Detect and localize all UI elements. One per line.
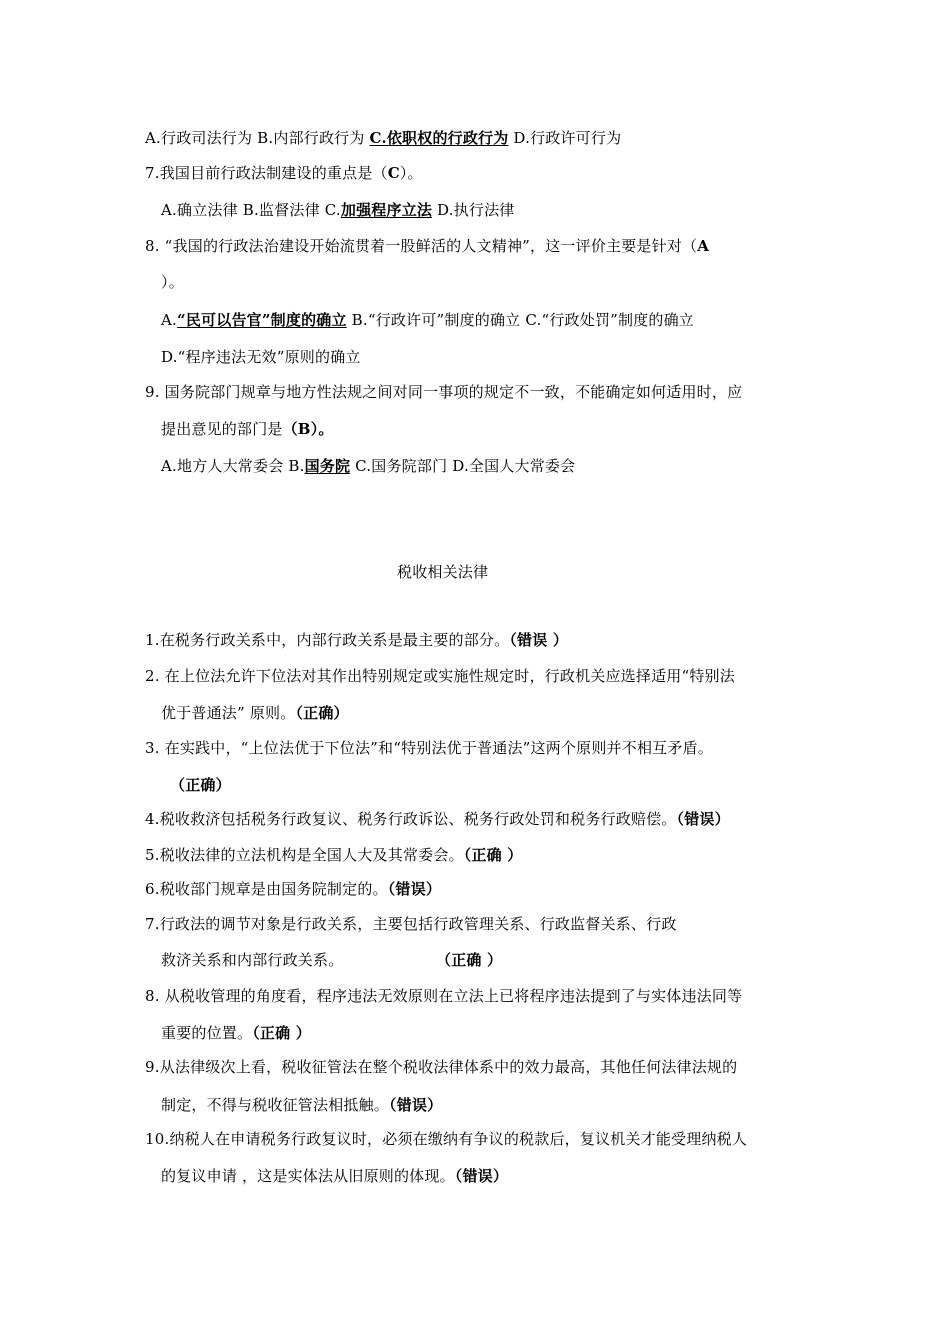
tf-item-8-text: 重要的位置。	[161, 1024, 253, 1042]
q9-option-a: A.地方人大常委会	[161, 457, 284, 475]
q7-options	[161, 200, 515, 220]
q6-option-c-answer: C.依职权的行政行为	[369, 129, 509, 147]
tf-item-10-text: 的复议申请 ，这是实体法从旧原则的体现。	[161, 1167, 455, 1185]
tf-item-6-answer: （错误）	[387, 880, 442, 898]
q9-answer: （B）。	[282, 420, 334, 438]
q8-question-text: 8. “我国的行政法治建设开始流贯着一股鲜活的人文精神”，这一评价主要是针对（	[145, 237, 698, 255]
section-title: 税收相关法律	[397, 563, 489, 581]
q6-option-d: D.行政许可行为	[513, 129, 622, 147]
q9-option-b-answer: 国务院	[304, 457, 351, 475]
q9-question-line1: 9. 国务院部门规章与地方性法规之间对同一事项的规定不一致，不能确定如何适用时，应	[145, 383, 743, 401]
tf-item-2-line2	[161, 703, 349, 723]
q7-option-c-answer: 加强程序立法	[340, 201, 433, 219]
q7-question-end: ）。	[399, 164, 423, 182]
q8-options-line1	[161, 310, 694, 330]
tf-item-5-answer: （正确 ）	[463, 846, 523, 864]
tf-item-3-line1: 3. 在实践中，“上位法优于下位法”和“特别法优于普通法”这两个原则并不相互矛盾。	[145, 739, 713, 757]
tf-item-7-line2: 救济关系和内部行政关系。	[161, 951, 344, 969]
tf-item-1-answer: （错误 ）	[509, 631, 569, 649]
tf-item-10-line2	[161, 1166, 508, 1186]
tf-item-7-line1: 7.行政法的调节对象是行政关系，主要包括行政管理关系、行政监督关系、行政	[145, 915, 677, 933]
tf-item-9-line2	[161, 1095, 442, 1115]
q8-option-b: B.“行政许可”制度的确立	[351, 311, 521, 329]
tf-item-8-line2	[161, 1023, 311, 1043]
tf-item-10-answer: （错误）	[454, 1167, 509, 1185]
tf-item-6-text: 6.税收部门规章是由国务院制定的。	[145, 880, 388, 898]
q7-option-b: B.监督法律	[242, 201, 320, 219]
q8-question-line1	[145, 236, 709, 256]
q7-question	[145, 163, 423, 183]
q6-option-a: A.行政司法行为	[145, 129, 253, 147]
tf-item-2-line1: 2. 在上位法允许下位法对其作出特别规定或实施性规定时，行政机关应选择适用“特别法	[145, 667, 735, 685]
tf-item-7-answer: （正确 ）	[436, 951, 503, 969]
q8-option-c: C.“行政处罚”制度的确立	[525, 311, 695, 329]
q7-question-text: 7.我国目前行政法制建设的重点是（	[145, 164, 388, 182]
q7-answer: C	[387, 164, 400, 182]
q8-question-line2: ）。	[161, 273, 184, 291]
tf-item-9-answer: （错误）	[389, 1096, 443, 1114]
tf-item-4	[145, 809, 730, 829]
tf-item-9-line1: 9.从法律级次上看，税收征管法在整个税收法律体系中的效力最高，其他任何法律法规的	[145, 1058, 738, 1076]
tf-item-10-line1: 10.纳税人在申请税务行政复议时，必须在缴纳有争议的税款后，复议机关才能受理纳税人	[145, 1130, 748, 1148]
q9-option-c: C.国务院部门	[355, 457, 448, 475]
tf-item-4-answer: （错误）	[676, 810, 730, 828]
tf-item-5-text: 5.税收法律的立法机构是全国人大及其常委会。	[145, 846, 464, 864]
tf-item-8-answer: （正确 ）	[252, 1024, 311, 1042]
tf-item-4-text: 4.税收救济包括税务行政复议、税务行政诉讼、税务行政处罚和税务行政赔偿。	[145, 810, 677, 828]
q8-option-a-prefix: A.	[161, 311, 178, 329]
tf-item-3-answer: （正确）	[170, 776, 231, 794]
q9-question-line2	[161, 419, 334, 439]
q9-option-b-prefix: B.	[288, 457, 305, 475]
tf-item-9-text: 制定，不得与税收征管法相抵触。	[161, 1096, 390, 1114]
q8-option-a-answer: “民可以告官”制度的确立	[177, 311, 347, 329]
q9-question-text: 提出意见的部门是	[161, 420, 283, 438]
q6-options	[145, 128, 621, 148]
tf-item-5	[145, 845, 522, 865]
q9-options	[161, 456, 575, 476]
q6-option-b: B.内部行政行为	[257, 129, 365, 147]
q8-answer: A	[697, 237, 710, 255]
q7-option-d: D.执行法律	[437, 201, 515, 219]
q7-option-a: A.确立法律	[161, 201, 238, 219]
tf-item-2-text: 优于普通法” 原则。	[161, 704, 296, 722]
q7-option-c-prefix: C.	[324, 201, 341, 219]
tf-item-1	[145, 630, 568, 650]
q8-option-d: D.“程序违法无效”原则的确立	[161, 348, 361, 366]
tf-item-1-text: 1.在税务行政关系中，内部行政关系是最主要的部分。	[145, 631, 510, 649]
tf-item-8-line1: 8. 从税收管理的角度看，程序违法无效原则在立法上已将程序违法提到了与实体违法同等	[145, 987, 743, 1005]
q9-option-d: D.全国人大常委会	[452, 457, 576, 475]
tf-item-2-answer: （正确）	[295, 704, 349, 722]
tf-item-6	[145, 879, 441, 899]
